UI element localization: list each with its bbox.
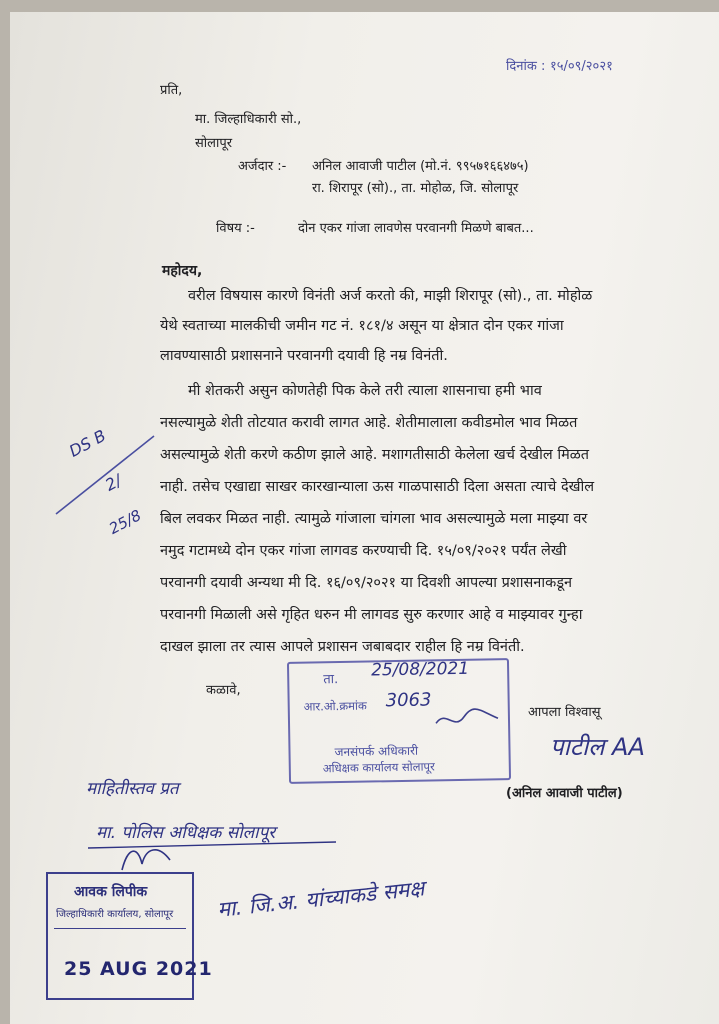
margin-number: 2/ (102, 470, 125, 495)
applicant-name: अनिल आवाजी पाटील (मो.नं. ९९५७१६६४७५) (312, 159, 529, 174)
handwritten-note-2: मा. पोलिस अधिक्षक सोलापूर (96, 823, 276, 843)
stamp-scribble-icon (432, 704, 502, 733)
clerk-stamp-divider (54, 928, 186, 929)
para2-line: नमुद गटामध्ये दोन एकर गांजा लागवड करण्याची दि. १५/०९/२०२१ पर्यंत लेखी (160, 543, 567, 559)
para2-line: बिल लवकर मिळत नाही. त्यामुळे गांजाला चांगला भाव असल्यामुळे मला माझ्या वर (160, 511, 588, 527)
stamp-date-label: ता. (323, 672, 339, 688)
para2-line: मी शेतकरी असुन कोणतेही पिक केले तरी त्याला शासनाचा हमी भाव (188, 383, 542, 399)
stamp-ro-label: आर.ओ.क्रमांक (303, 698, 367, 714)
date-value: १५/०९/२०२१ (550, 59, 613, 74)
signature: पाटील AA (550, 733, 645, 761)
date-label: दिनांक : (506, 59, 546, 74)
recipient-line2: सोलापूर (195, 136, 233, 151)
letter-page (10, 12, 719, 1024)
para2-line: असल्यामुळे शेती करणे कठीण झाले आहे. मशागतीसाठी केलेला खर्च देखील मिळत (160, 447, 590, 463)
applicant-label: अर्जदार :- (238, 159, 287, 174)
stamp-date-value: 25/08/2021 (370, 658, 470, 681)
closing: कळावे, (206, 683, 241, 698)
clerk-stamp-line1: आवक लिपीक (74, 884, 148, 900)
receipt-stamp (287, 658, 511, 784)
handwritten-note-1: माहितीस्तव प्रत (86, 779, 179, 799)
para2-line: नाही. तसेच एखाद्या साखर कारखान्याला ऊस गाळपासाठी दिला असता त्याचे देखील (160, 479, 595, 495)
yours-faithfully: आपला विश्वासू (528, 705, 601, 720)
para2-line: परवानगी दयावी अन्यथा मी दि. १६/०९/२०२१ या दिवशी आपल्या प्रशासनाकडून (160, 575, 573, 591)
subject-text: दोन एकर गांजा लावणेस परवानगी मिळणे बाबत... (298, 221, 534, 236)
initials-scribble-icon (118, 840, 178, 876)
margin-note: DS B (66, 425, 109, 461)
clerk-stamp-date: 25 AUG 2021 (64, 958, 213, 980)
stamp-office-line1: जनसंपर्क अधिकारी (334, 743, 419, 760)
margin-slash-icon (50, 430, 160, 520)
para2-line: नसल्यामुळे शेती तोटयात करावी लागत आहे. शेतीमालाला कवीडमोल भाव मिळत (160, 415, 578, 431)
margin-number-2: 25/8 (106, 506, 145, 538)
subject-label: विषय :- (216, 221, 255, 236)
para1-line: येथे स्वताच्या मालकीची जमीन गट नं. १८१/४ असून या क्षेत्रात दोन एकर गांजा (160, 318, 564, 334)
salutation: महोदय, (162, 263, 203, 279)
handwritten-note-3: मा. जि.अ. यांच्याकडे समक्ष (216, 876, 426, 922)
stamp-office-line2: अधिक्षक कार्यालय सोलापूर (322, 759, 435, 776)
para1-line: लावण्यासाठी प्रशासनाने परवानगी दयावी हि नम्र विनंती. (160, 348, 448, 364)
to-label: प्रति, (160, 83, 183, 98)
applicant-address: रा. शिरापूर (सो)., ता. मोहोळ, जि. सोलापूर (312, 181, 519, 196)
recipient-line1: मा. जिल्हाधिकारी सो., (195, 112, 302, 127)
signer-name: (अनिल आवाजी पाटील) (506, 786, 623, 801)
para2-line: दाखल झाला तर त्यास आपले प्रशासन जबाबदार राहील हि नम्र विनंती. (160, 639, 525, 655)
clerk-stamp (46, 872, 213, 1000)
stamp-ro-number: 3063 (385, 689, 432, 712)
para2-line: परवानगी मिळाली असे गृहित धरुन मी लागवड सुरु करणार आहे व माझ्यावर गुन्हा (160, 607, 583, 623)
para1-line: वरील विषयास कारणे विनंती अर्ज करतो की, माझी शिरापूर (सो)., ता. मोहोळ (188, 288, 593, 304)
clerk-stamp-line2: जिल्हाधिकारी कार्यालय, सोलापूर (56, 909, 174, 920)
